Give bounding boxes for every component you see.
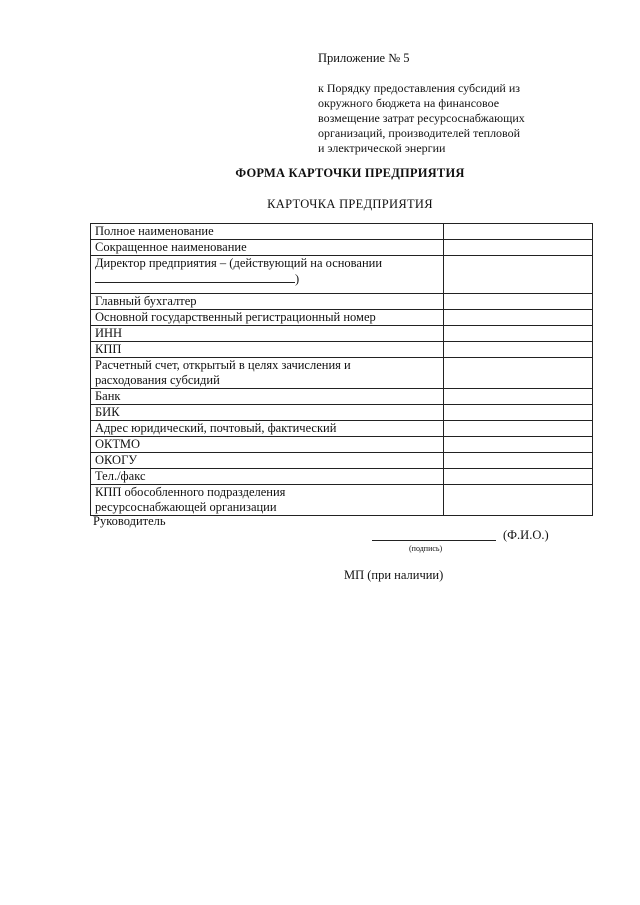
closing-paren: ) xyxy=(295,271,300,286)
row-value[interactable] xyxy=(444,358,593,389)
row-label xyxy=(91,256,444,294)
table-row xyxy=(91,240,593,256)
table-row xyxy=(91,421,593,437)
row-value[interactable] xyxy=(444,453,593,469)
row-value[interactable] xyxy=(444,421,593,437)
reference-line: к Порядку предоставления субсидий из xyxy=(318,81,520,95)
table-row xyxy=(91,485,593,516)
enterprise-card-table xyxy=(90,223,593,516)
table-row xyxy=(91,342,593,358)
table-row xyxy=(91,437,593,453)
reference-line: и электрической энергии xyxy=(318,141,446,155)
row-value[interactable] xyxy=(444,485,593,516)
row-label: Адрес юридический, почтовый, фактический xyxy=(91,421,444,437)
signature-line[interactable] xyxy=(372,540,496,541)
table-row xyxy=(91,389,593,405)
row-label-line: КПП обособленного подразделения xyxy=(95,485,286,499)
row-label: ОКОГУ xyxy=(91,453,444,469)
table-row xyxy=(91,405,593,421)
row-label: БИК xyxy=(91,405,444,421)
row-value[interactable] xyxy=(444,310,593,326)
row-value[interactable] xyxy=(444,437,593,453)
row-label: Основной государственный регистрационный номер xyxy=(91,310,444,326)
row-label-line: Расчетный счет, открытый в целях зачисления и xyxy=(95,358,351,372)
row-value[interactable] xyxy=(444,294,593,310)
row-label-line: расходования субсидий xyxy=(95,372,220,387)
row-label: КПП xyxy=(91,342,444,358)
table-row xyxy=(91,294,593,310)
row-value[interactable] xyxy=(444,240,593,256)
row-label: Полное наименование xyxy=(91,224,444,240)
row-label: Банк xyxy=(91,389,444,405)
row-value[interactable] xyxy=(444,326,593,342)
table-row xyxy=(91,310,593,326)
row-label xyxy=(91,358,444,389)
table-row xyxy=(91,469,593,485)
row-label: Главный бухгалтер xyxy=(91,294,444,310)
row-label: Сокращенное наименование xyxy=(91,240,444,256)
fill-in-line[interactable] xyxy=(95,271,295,283)
row-label: ИНН xyxy=(91,326,444,342)
row-value[interactable] xyxy=(444,469,593,485)
row-value[interactable] xyxy=(444,389,593,405)
row-value[interactable] xyxy=(444,256,593,294)
table-row xyxy=(91,453,593,469)
stamp-label: МП (при наличии) xyxy=(344,568,444,582)
director-label: Директор предприятия – (действующий на основании xyxy=(95,256,383,270)
reference-line: возмещение затрат ресурсоснабжающих xyxy=(318,111,525,125)
form-title: ФОРМА КАРТОЧКИ ПРЕДПРИЯТИЯ xyxy=(235,166,465,180)
row-label: ОКТМО xyxy=(91,437,444,453)
table-row xyxy=(91,326,593,342)
appendix-reference xyxy=(318,81,598,156)
director-basis-line xyxy=(95,271,439,287)
row-label-line: ресурсоснабжающей организации xyxy=(95,499,277,514)
reference-line: окружного бюджета на финансовое xyxy=(318,96,500,110)
row-label: Тел./факс xyxy=(91,469,444,485)
table-row xyxy=(91,224,593,240)
row-value[interactable] xyxy=(444,342,593,358)
fio-label: (Ф.И.О.) xyxy=(503,528,549,542)
card-title: КАРТОЧКА ПРЕДПРИЯТИЯ xyxy=(267,197,433,211)
row-value[interactable] xyxy=(444,405,593,421)
signature-hint: (подпись) xyxy=(409,544,443,553)
row-label xyxy=(91,485,444,516)
row-value[interactable] xyxy=(444,224,593,240)
appendix-title: Приложение № 5 xyxy=(318,51,410,65)
reference-line: организаций, производителей тепловой xyxy=(318,126,521,140)
table-row xyxy=(91,358,593,389)
head-label: Руководитель xyxy=(93,514,166,528)
table-row xyxy=(91,256,593,294)
